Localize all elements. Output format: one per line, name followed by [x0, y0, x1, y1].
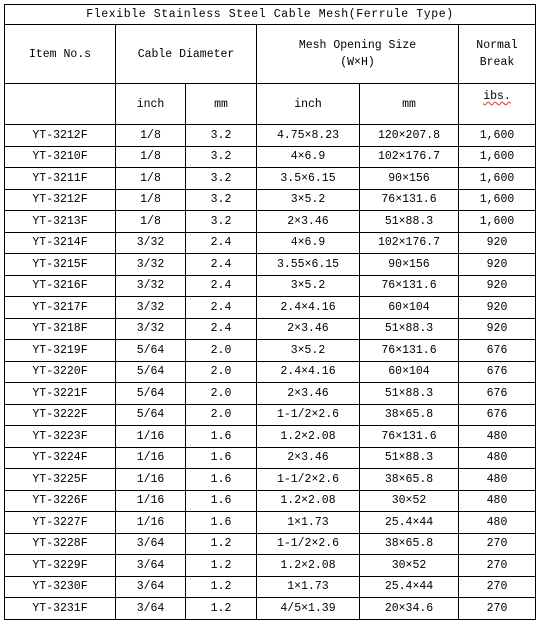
item-no-cell: YT-3219F	[5, 340, 116, 362]
mesh-inch-cell: 4×6.9	[257, 232, 360, 254]
unit-break	[459, 84, 536, 125]
item-no-cell: YT-3231F	[5, 598, 116, 620]
table-row	[5, 447, 536, 469]
cable-mm-cell: 3.2	[186, 189, 257, 211]
item-no-cell: YT-3215F	[5, 254, 116, 276]
break-cell: 1,600	[459, 211, 536, 233]
break-cell: 480	[459, 490, 536, 512]
item-no-cell: YT-3212F	[5, 189, 116, 211]
item-no-cell: YT-3217F	[5, 297, 116, 319]
cable-mm-cell: 1.2	[186, 555, 257, 577]
cable-inch-cell: 1/16	[116, 490, 186, 512]
item-no-cell: YT-3214F	[5, 232, 116, 254]
mesh-inch-cell: 2×3.46	[257, 318, 360, 340]
cable-mm-cell: 3.2	[186, 146, 257, 168]
break-cell: 1,600	[459, 125, 536, 147]
break-cell: 480	[459, 469, 536, 491]
mesh-mm-cell: 102×176.7	[360, 232, 459, 254]
table-row	[5, 576, 536, 598]
mesh-inch-cell: 1-1/2×2.6	[257, 404, 360, 426]
cable-mm-cell: 3.2	[186, 211, 257, 233]
table-row	[5, 512, 536, 534]
cable-mm-cell: 2.0	[186, 404, 257, 426]
item-no-cell: YT-3226F	[5, 490, 116, 512]
mesh-mm-cell: 25.4×44	[360, 512, 459, 534]
cable-inch-cell: 3/32	[116, 275, 186, 297]
break-cell: 270	[459, 598, 536, 620]
table-row	[5, 469, 536, 491]
cable-mm-cell: 1.2	[186, 533, 257, 555]
cable-mm-cell: 2.0	[186, 340, 257, 362]
table-row	[5, 598, 536, 620]
cable-inch-cell: 1/8	[116, 146, 186, 168]
cable-inch-cell: 5/64	[116, 383, 186, 405]
break-cell: 480	[459, 426, 536, 448]
cable-inch-cell: 1/8	[116, 189, 186, 211]
break-cell: 676	[459, 404, 536, 426]
table-row	[5, 426, 536, 448]
break-cell: 480	[459, 512, 536, 534]
break-cell: 1,600	[459, 189, 536, 211]
cable-mm-cell: 2.4	[186, 232, 257, 254]
mesh-mm-cell: 20×34.6	[360, 598, 459, 620]
cable-mm-cell: 1.6	[186, 426, 257, 448]
break-cell: 920	[459, 254, 536, 276]
break-cell: 920	[459, 318, 536, 340]
unit-mesh-mm: mm	[360, 84, 459, 125]
cable-mm-cell: 1.2	[186, 576, 257, 598]
mesh-inch-cell: 3×5.2	[257, 275, 360, 297]
mesh-mm-cell: 76×131.6	[360, 340, 459, 362]
cable-mm-cell: 1.6	[186, 490, 257, 512]
table-body	[5, 125, 536, 620]
mesh-inch-cell: 1-1/2×2.6	[257, 469, 360, 491]
header-row	[5, 25, 536, 84]
item-no-cell: YT-3216F	[5, 275, 116, 297]
break-cell: 270	[459, 576, 536, 598]
unit-row	[5, 84, 536, 125]
cable-inch-cell: 5/64	[116, 340, 186, 362]
table-caption: Flexible Stainless Steel Cable Mesh(Ferrule Type)	[5, 5, 536, 25]
break-cell: 270	[459, 555, 536, 577]
cable-mm-cell: 2.4	[186, 254, 257, 276]
table-row	[5, 189, 536, 211]
mesh-inch-cell: 1.2×2.08	[257, 490, 360, 512]
mesh-mm-cell: 51×88.3	[360, 318, 459, 340]
table-row	[5, 533, 536, 555]
mesh-mm-cell: 30×52	[360, 490, 459, 512]
mesh-inch-cell: 2×3.46	[257, 383, 360, 405]
table-row	[5, 340, 536, 362]
mesh-inch-cell: 4.75×8.23	[257, 125, 360, 147]
mesh-inch-cell: 3×5.2	[257, 189, 360, 211]
cable-mm-cell: 2.4	[186, 275, 257, 297]
item-no-cell: YT-3227F	[5, 512, 116, 534]
header-cable-diameter: Cable Diameter	[116, 25, 257, 84]
cable-inch-cell: 3/64	[116, 576, 186, 598]
header-mesh-opening	[257, 25, 459, 84]
mesh-mm-cell: 30×52	[360, 555, 459, 577]
item-no-cell: YT-3213F	[5, 211, 116, 233]
mesh-mm-cell: 90×156	[360, 254, 459, 276]
mesh-mm-cell: 25.4×44	[360, 576, 459, 598]
mesh-inch-cell: 1×1.73	[257, 512, 360, 534]
mesh-inch-cell: 4/5×1.39	[257, 598, 360, 620]
mesh-mm-cell: 76×131.6	[360, 426, 459, 448]
table-row	[5, 383, 536, 405]
header-mesh-opening-line2: (W×H)	[340, 56, 375, 69]
table-row	[5, 146, 536, 168]
cable-inch-cell: 1/16	[116, 426, 186, 448]
break-cell: 1,600	[459, 168, 536, 190]
mesh-inch-cell: 3.55×6.15	[257, 254, 360, 276]
mesh-mm-cell: 60×104	[360, 297, 459, 319]
break-cell: 920	[459, 232, 536, 254]
mesh-mm-cell: 51×88.3	[360, 447, 459, 469]
break-cell: 676	[459, 383, 536, 405]
mesh-mm-cell: 120×207.8	[360, 125, 459, 147]
item-no-cell: YT-3221F	[5, 383, 116, 405]
unit-break-label: ibs.	[483, 90, 511, 103]
table-row	[5, 275, 536, 297]
table-row	[5, 555, 536, 577]
mesh-mm-cell: 38×65.8	[360, 469, 459, 491]
cable-inch-cell: 3/32	[116, 232, 186, 254]
spec-table	[4, 4, 536, 620]
cable-inch-cell: 1/8	[116, 211, 186, 233]
mesh-inch-cell: 1×1.73	[257, 576, 360, 598]
cable-mm-cell: 2.0	[186, 383, 257, 405]
item-no-cell: YT-3228F	[5, 533, 116, 555]
table-row	[5, 318, 536, 340]
cable-inch-cell: 1/8	[116, 125, 186, 147]
unit-cable-inch: inch	[116, 84, 186, 125]
break-cell: 920	[459, 275, 536, 297]
item-no-cell: YT-3211F	[5, 168, 116, 190]
item-no-cell: YT-3223F	[5, 426, 116, 448]
item-no-cell: YT-3218F	[5, 318, 116, 340]
cable-mm-cell: 3.2	[186, 125, 257, 147]
caption-row	[5, 5, 536, 25]
mesh-mm-cell: 38×65.8	[360, 533, 459, 555]
item-no-cell: YT-3222F	[5, 404, 116, 426]
mesh-inch-cell: 1.2×2.08	[257, 426, 360, 448]
table-row	[5, 404, 536, 426]
mesh-mm-cell: 102×176.7	[360, 146, 459, 168]
header-item-no: Item No.s	[5, 25, 116, 84]
mesh-mm-cell: 38×65.8	[360, 404, 459, 426]
cable-mm-cell: 1.6	[186, 447, 257, 469]
mesh-inch-cell: 3.5×6.15	[257, 168, 360, 190]
break-cell: 676	[459, 361, 536, 383]
cable-inch-cell: 3/32	[116, 297, 186, 319]
cable-mm-cell: 1.2	[186, 598, 257, 620]
cable-mm-cell: 3.2	[186, 168, 257, 190]
table-row	[5, 254, 536, 276]
mesh-inch-cell: 2×3.46	[257, 447, 360, 469]
item-no-cell: YT-3212F	[5, 125, 116, 147]
item-no-cell: YT-3220F	[5, 361, 116, 383]
header-normal-break: Normal Break	[459, 25, 536, 84]
cable-inch-cell: 3/64	[116, 533, 186, 555]
table-row	[5, 232, 536, 254]
unit-mesh-inch: inch	[257, 84, 360, 125]
cable-inch-cell: 1/16	[116, 447, 186, 469]
unit-cable-mm: mm	[186, 84, 257, 125]
mesh-mm-cell: 51×88.3	[360, 383, 459, 405]
break-cell: 676	[459, 340, 536, 362]
cable-mm-cell: 2.0	[186, 361, 257, 383]
cable-mm-cell: 2.4	[186, 318, 257, 340]
mesh-inch-cell: 4×6.9	[257, 146, 360, 168]
mesh-mm-cell: 51×88.3	[360, 211, 459, 233]
item-no-cell: YT-3230F	[5, 576, 116, 598]
cable-mm-cell: 1.6	[186, 469, 257, 491]
cable-inch-cell: 1/16	[116, 469, 186, 491]
table-row	[5, 211, 536, 233]
cable-inch-cell: 3/32	[116, 318, 186, 340]
break-cell: 480	[459, 447, 536, 469]
item-no-cell: YT-3224F	[5, 447, 116, 469]
cable-inch-cell: 5/64	[116, 361, 186, 383]
cable-inch-cell: 1/8	[116, 168, 186, 190]
mesh-inch-cell: 2×3.46	[257, 211, 360, 233]
item-no-cell: YT-3229F	[5, 555, 116, 577]
break-cell: 1,600	[459, 146, 536, 168]
mesh-inch-cell: 2.4×4.16	[257, 361, 360, 383]
mesh-inch-cell: 1.2×2.08	[257, 555, 360, 577]
cable-inch-cell: 1/16	[116, 512, 186, 534]
mesh-inch-cell: 2.4×4.16	[257, 297, 360, 319]
table-row	[5, 297, 536, 319]
break-cell: 270	[459, 533, 536, 555]
unit-empty	[5, 84, 116, 125]
table-row	[5, 490, 536, 512]
break-cell: 920	[459, 297, 536, 319]
mesh-mm-cell: 76×131.6	[360, 275, 459, 297]
table-row	[5, 361, 536, 383]
mesh-inch-cell: 3×5.2	[257, 340, 360, 362]
mesh-inch-cell: 1-1/2×2.6	[257, 533, 360, 555]
item-no-cell: YT-3210F	[5, 146, 116, 168]
cable-inch-cell: 3/32	[116, 254, 186, 276]
cable-mm-cell: 1.6	[186, 512, 257, 534]
item-no-cell: YT-3225F	[5, 469, 116, 491]
cable-inch-cell: 3/64	[116, 555, 186, 577]
cable-mm-cell: 2.4	[186, 297, 257, 319]
mesh-mm-cell: 60×104	[360, 361, 459, 383]
cable-inch-cell: 3/64	[116, 598, 186, 620]
header-mesh-opening-line1: Mesh Opening Size	[298, 39, 417, 52]
mesh-mm-cell: 76×131.6	[360, 189, 459, 211]
cable-inch-cell: 5/64	[116, 404, 186, 426]
table-row	[5, 168, 536, 190]
table-row	[5, 125, 536, 147]
mesh-mm-cell: 90×156	[360, 168, 459, 190]
